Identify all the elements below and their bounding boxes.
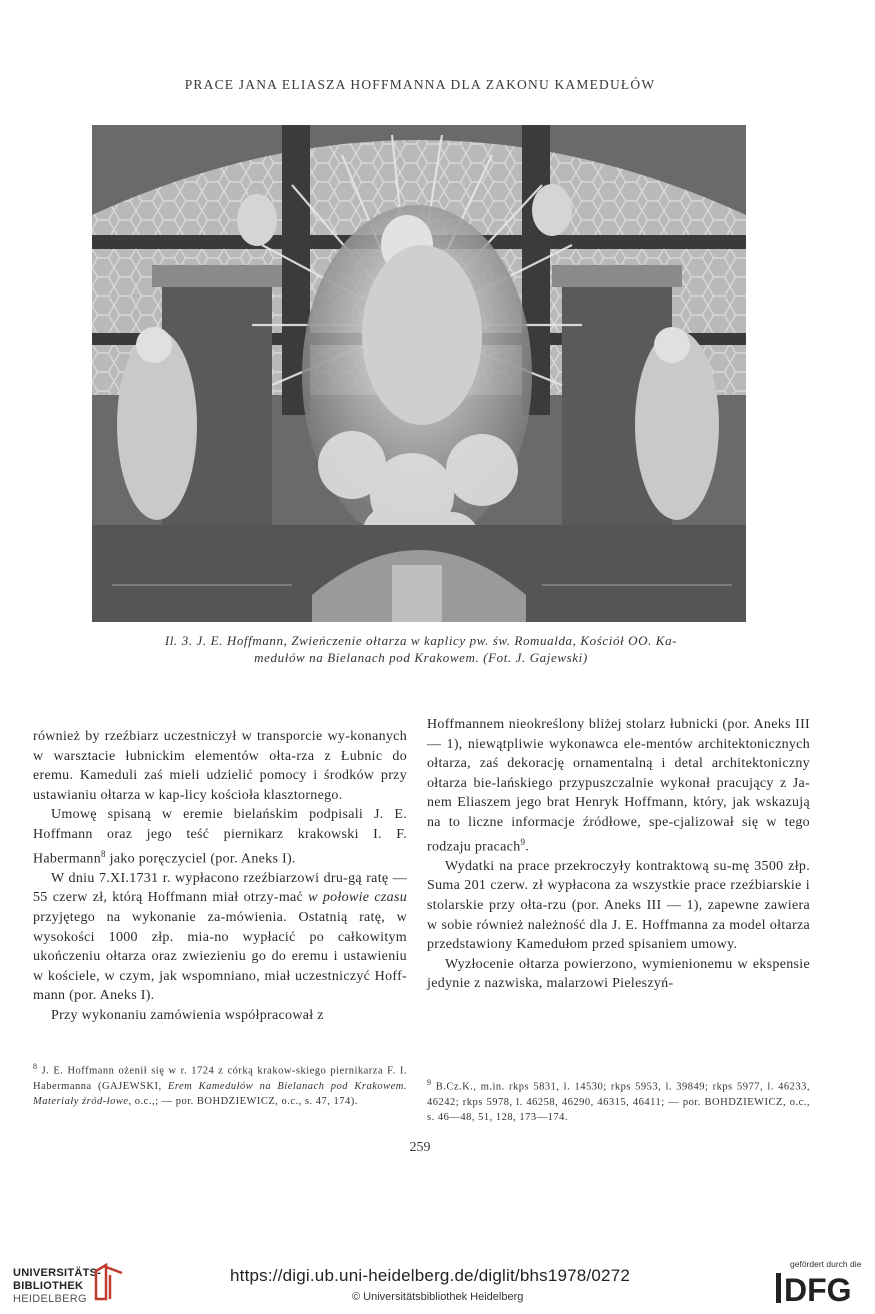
footnote-number: 9 — [427, 1078, 432, 1087]
paragraph-text: . — [525, 839, 530, 855]
paragraph-text: przyjętego na wykonanie za-mówienia. Ostatnią ratę, w wysokości 1000 złp. mia-no wypłacić po całkowitym ukończeniu ołtarza oraz zwiezieniu go do eremu i ustawieniu w kościele, w czym, jak wspomniano, miał uczestniczyć Hoff-mann (por. Aneks I). — [33, 910, 407, 1004]
library-line-2: BIBLIOTHEK — [13, 1280, 84, 1292]
paragraph — [33, 869, 407, 1006]
library-line-3: HEIDELBERG — [13, 1293, 87, 1305]
running-title: PRACE JANA ELIASZA HOFFMANNA DLA ZAKONU KAMEDUŁÓW — [184, 77, 656, 92]
footnote-9 — [427, 1075, 810, 1125]
caption-line-2: medułów na Bielanach pod Krakowem. (Fot. J. Gajewski) — [254, 650, 588, 665]
paragraph — [427, 715, 810, 857]
paragraph-text: Umowę spisaną w eremie bielańskim podpisali J. E. Hoffmann oraz jego teść piernikarz krakowski I. F. Habermann — [33, 807, 407, 867]
paragraph: Wyzłocenie ołtarza powierzono, wymienionemu w ekspensie jedynie z nazwiska, malarzowi Pieleszyń- — [427, 956, 810, 992]
dfg-logo — [776, 1271, 864, 1310]
footnote-text: B.Cz.K., m.in. rkps 5831, l. 14530; rkps 5953, l. 39849; rkps 5977, l. 46233, 46242; rkps 5978, l. 46258, 46290, 46315, 46411; — por. BOHDZIEWICZ, o.c., s. 46—48, 51, 128, 173—174. — [427, 1081, 810, 1123]
footnote-italic: Erem Kamedułów na Bielanach pod Krakowem. Materiały źród-łowe, — [33, 1080, 407, 1107]
paragraph-text: W dniu 7.XI.1731 r. wypłacono rzeźbiarzowi dru-gą ratę — 55 czerw zł, którą Hoffmann miał otrzy-mać — [33, 870, 407, 906]
caption-line-1: Il. 3. J. E. Hoffmann, Zwieńczenie ołtarza w kaplicy pw. św. Romualda, Kościół OO. Ka- — [164, 633, 678, 648]
footnote-ref: 8 — [101, 848, 106, 859]
dfg-logo-text: DFG — [784, 1272, 852, 1305]
paragraph-text: Hoffmannem nieokreślony bliżej stolarz łubnicki (por. Aneks III — 1), niewątpliwie wykonawca ele-mentów architektonicznych ołtarza, zaś dekorację ornamentalną i detal architektoniczny ołtarza bie-lańskiego przypuszczalnie wykonał pracujący z Ja-nem Eliaszem jego brat Henryk Hoffmann, który, jak wskazują na to liczne informacje źródłowe, spe-cjalizował się w tego rodzaju pracach — [427, 717, 810, 855]
footnote-text: J. E. Hoffmann ożenił się w r. 1724 z córką krakow-skiego piernikarza F. I. Habermanna (GAJEWSKI, — [33, 1065, 407, 1092]
left-column — [33, 727, 407, 1026]
copyright-notice: © Universitätsbibliothek Heidelberg — [352, 1291, 524, 1303]
library-line-1: UNIVERSITÄTS- — [13, 1267, 102, 1279]
paragraph-text: jako poręczyciel (por. Aneks I). — [105, 851, 296, 867]
page-number: 259 — [409, 1140, 431, 1155]
library-logo-icon — [92, 1261, 126, 1306]
footnote-ref: 9 — [520, 836, 526, 847]
emphasis-text: w połowie czasu — [308, 890, 407, 906]
paragraph: Wydatki na prace przekroczyły kontraktową su-mę 3500 złp. Suma 201 czerw. zł wypłacona za wszystkie prace rzeźbiarskie i stolarskie przy ołta-rzu (por. Aneks III — 1), zapewne zawiera w sobie również należność dla J. E. Hoffmanna za model ołtarza przedstawiony Kamedułom przed spisaniem umowy. — [427, 858, 810, 953]
footnote-8 — [33, 1059, 407, 1109]
footer-bar — [0, 1250, 875, 1314]
paragraph: również by rzeźbiarz uczestniczył w transporcie wy-konanych w warsztacie łubnickim elementów ołta-rza z Łubnic do eremu. Kameduli zaś mieli udzielić pomocy i środków przy ustawianiu ołtarza w kap-licy kościoła klasztornego. — [33, 729, 407, 803]
library-name — [13, 1267, 101, 1306]
document-url-link[interactable]: https://digi.ub.uni-heidelberg.de/diglit/bhs1978/0272 — [230, 1266, 630, 1285]
altar-photograph — [92, 125, 746, 622]
paragraph — [33, 805, 407, 868]
paragraph: Przy wykonaniu zamówienia współpracował z — [51, 1007, 324, 1023]
footnote-number: 8 — [33, 1062, 38, 1071]
right-column — [427, 715, 810, 994]
altar-photo-illustration — [92, 125, 746, 622]
footnote-text: o.c.,; — por. BOHDZIEWICZ, o.c., s. 47, 174). — [131, 1095, 358, 1107]
funding-label: gefördert durch die — [790, 1259, 862, 1269]
figure-caption — [88, 632, 754, 666]
